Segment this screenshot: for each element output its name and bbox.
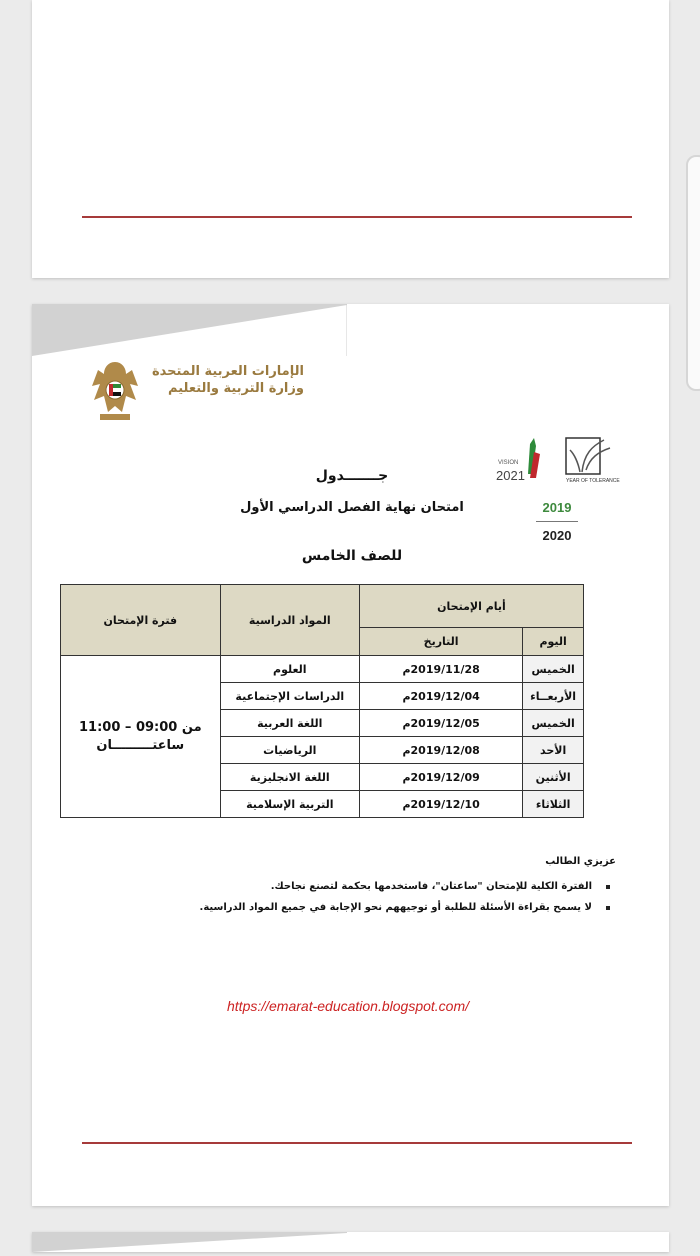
uae-emblem-icon — [88, 356, 142, 424]
subject-cell: الرياضيات — [220, 737, 359, 764]
notes-greeting: عزيزي الطالب — [545, 856, 616, 867]
period-time: من 09:00 – 11:00 — [79, 719, 202, 735]
date-cell: 2019/12/08م — [359, 737, 522, 764]
document-page-3 — [32, 1232, 669, 1252]
year-of-tolerance-logo: YEAR OF TOLERANCE — [564, 434, 619, 492]
note-item: لا يسمح بقراءة الأسئلة للطلبة أو توجيههم نحو الإجابة في جميع المواد الدراسية. — [136, 902, 592, 913]
subject-cell: العلوم — [220, 656, 359, 683]
day-cell: الأثنين — [523, 764, 584, 791]
vision-2021-logo: VISION 2021 — [494, 434, 552, 492]
day-cell: الخميس — [523, 656, 584, 683]
table-row — [61, 656, 584, 683]
day-cell: الأحد — [523, 737, 584, 764]
academic-year — [532, 500, 582, 543]
corner-decoration — [32, 1232, 347, 1252]
period-duration: ساعتـــــــــان — [96, 737, 185, 753]
year-start: 2019 — [542, 500, 572, 515]
logos-group — [494, 434, 619, 492]
source-link[interactable]: https://emarat-education.blogspot.com/ — [227, 998, 470, 1014]
page-bottom-rule — [82, 216, 632, 218]
ministry-name: وزارة التربية والتعليم — [168, 381, 304, 396]
ministry-header — [88, 356, 308, 426]
student-notes — [136, 856, 616, 923]
ministry-country: الإمارات العربية المتحدة — [152, 364, 304, 379]
document-page-1 — [32, 0, 669, 278]
day-cell: الثلاثاء — [523, 791, 584, 818]
header-period: فترة الإمتحان — [61, 585, 221, 656]
subject-cell: اللغة العربية — [220, 710, 359, 737]
schedule-title: جـــــــدول — [315, 468, 389, 484]
subject-cell: الدراسات الإجتماعية — [220, 683, 359, 710]
date-cell: 2019/11/28م — [359, 656, 522, 683]
header-day: اليوم — [523, 628, 584, 656]
document-page-2 — [32, 304, 669, 1206]
exam-schedule-table — [60, 584, 584, 818]
header-exam-days: أيام الإمتحان — [359, 585, 583, 628]
page-bottom-rule — [82, 1142, 632, 1144]
date-cell: 2019/12/09م — [359, 764, 522, 791]
grade-title: للصف الخامس — [301, 548, 403, 564]
subject-cell: التربية الإسلامية — [220, 791, 359, 818]
period-cell — [61, 656, 221, 818]
exam-title: امتحان نهاية الفصل الدراسي الأول — [240, 500, 464, 515]
day-cell: الأربعــاء — [523, 683, 584, 710]
scrollbar-handle[interactable] — [686, 155, 700, 391]
note-item: الفترة الكلية للإمتحان "ساعتان"، فاستخدمها بحكمة لتصنع نجاحك. — [136, 881, 592, 892]
header-date: التاريخ — [359, 628, 522, 656]
day-cell: الخميس — [523, 710, 584, 737]
year-end: 2020 — [542, 528, 572, 543]
date-cell: 2019/12/04م — [359, 683, 522, 710]
date-cell: 2019/12/05م — [359, 710, 522, 737]
tolerance-mark-icon — [564, 434, 619, 478]
corner-decoration — [32, 304, 347, 356]
header-subjects: المواد الدراسية — [220, 585, 359, 656]
subject-cell: اللغة الانجليزية — [220, 764, 359, 791]
date-cell: 2019/12/10م — [359, 791, 522, 818]
